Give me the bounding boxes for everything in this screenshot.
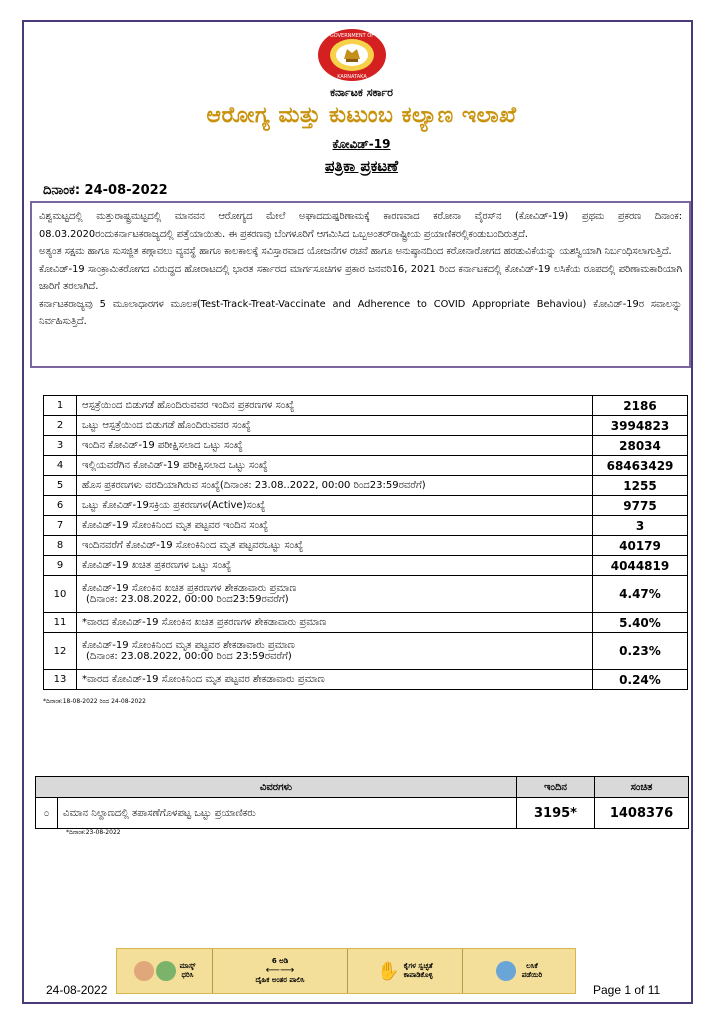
government-name: ಕರ್ನಾಟಕ ಸರ್ಕಾರ — [330, 86, 393, 99]
row-value: 40179 — [593, 536, 688, 556]
row-label-text: ಕೋವಿಡ್-19 ಖಚಿತ ಪ್ರಕರಣಗಳ ಒಟ್ಟು ಸಂಖ್ಯೆ — [82, 560, 232, 571]
header-cumulative: ಸಂಚಿತ — [595, 777, 689, 798]
row-value: 4.47% — [593, 576, 688, 613]
header-details: ವಿವರಗಳು — [36, 777, 517, 798]
row-value: 1255 — [593, 476, 688, 496]
covid-stats-table — [43, 395, 688, 690]
row-label-text: ಕೋವಿಡ್-19 ಸೋಂಕಿನಿಂದ ಮೃತ ಪಟ್ಟವರ ಇಂದಿನ ಸಂಖ್ಯೆ — [82, 520, 269, 531]
row-label — [77, 633, 593, 670]
vaccination-icon — [496, 961, 516, 981]
row-number: 4 — [44, 456, 77, 476]
row-number: 7 — [44, 516, 77, 536]
table-row — [44, 476, 688, 496]
row-label — [77, 396, 593, 416]
covid-title: ಕೋವಿಡ್-19 — [332, 137, 391, 151]
row-label-text: *ವಾರದ ಕೋವಿಡ್-19 ಸೋಂಕಿನ ಖಚಿತ ಪ್ರಕರಣಗಳ ಶೇಕಡಾವಾರು ಪ್ರಮಾಣ — [82, 617, 327, 628]
row-label — [77, 436, 593, 456]
distance-bottom-label: ದೈಹಿಕ ಅಂತರ ಪಾಲಿಸಿ — [255, 976, 305, 984]
mask-label: ಮಾಸ್ಕ್ ಧರಿಸಿ — [179, 962, 196, 979]
row-label-text: ಕೋವಿಡ್-19 ಸೋಂಕಿನಿಂದ ಮೃತ ಪಟ್ಟವರ ಶೇಕಡಾವಾರು ಪ್ರಮಾಣ — [82, 640, 295, 651]
row-today: 3195* — [517, 798, 595, 829]
row-label — [77, 670, 593, 690]
svg-text:GOVERNMENT OF: GOVERNMENT OF — [329, 33, 375, 39]
table-row — [36, 798, 689, 829]
table-row — [44, 516, 688, 536]
intro-paragraph: ಕೋವಿಡ್-19 ಸಾಂಕ್ರಾಮಿಕರೋಗದ ವಿರುದ್ಧದ ಹೋರಾಟದಲ್ಲಿ ಭಾರತ ಸರ್ಕಾರದ ಮಾರ್ಗಸೂಚಿಗಳ ಪ್ರಕಾರ ಜನವರಿ16, 2021 ರಿಂದ ಕರ್ನಾಟಕದಲ್ಲಿ ಕೋವಿಡ್-19 ಲಸಿಕೆಯ ರೂಪದಲ್ಲಿ ಪರಿಣಾಮಕಾರಿಯಾಗಿ ಜಾರಿಗೆ ತರಲಾಗಿದೆ. — [39, 263, 682, 292]
table-row — [44, 496, 688, 516]
distance-arrow-icon: ⟵⟶ — [265, 965, 295, 976]
row-number: 9 — [44, 556, 77, 576]
table-row — [44, 576, 688, 613]
row-value: 68463429 — [593, 456, 688, 476]
vaccine-segment — [462, 949, 575, 993]
vaccine-label: ಲಸಿಕೆ ಪಡೆಯಿರಿ — [521, 962, 543, 979]
row-label-date: (ದಿನಾಂಕ: 23.08.2022, 00:00 ರಿಂದ23:59ರವರೆಗೆ) — [86, 594, 289, 605]
row-value: 9775 — [593, 496, 688, 516]
row-label-text: ಒಟ್ಟು ಆಸ್ಪತ್ರೆಯಿಂದ ಬಿಡುಗಡೆ ಹೊಂದಿರುವವರ ಸಂಖ್ಯೆ — [82, 420, 251, 431]
row-value: 4044819 — [593, 556, 688, 576]
row-label-text: ಆಸ್ಪತ್ರೆಯಿಂದ ಬಿಡುಗಡೆ ಹೊಂದಿರುವವರ ಇಂದಿನ ಪ್ರಕರಣಗಳ ಸಂಖ್ಯೆ — [82, 400, 295, 411]
table-row — [44, 456, 688, 476]
table-row — [44, 633, 688, 670]
intro-paragraph: ಅತ್ಯಂತ ಸಕ್ಷಮ ಹಾಗೂ ಸುಸಜ್ಜಿತ ಕಣ್ಗಾವಲು ವ್ಯವಸ್ಥೆ ಹಾಗೂ ಕಾಲಕಾಲಕ್ಕೆ ಸವಿಸ್ತಾರವಾದ ಯೋಜನೆಗಳ ರಚನೆ ಹಾಗೂ ಅನುಷ್ಠಾನದಿಂದ ಕರೋನಾರೋಗದ ಹರಡುವಿಕೆಯನ್ನು ಯಶಸ್ವಿಯಾಗಿ ನಿರ್ಬಂಧಿಸಲಾಗುತ್ತಿದೆ. — [39, 246, 672, 257]
person-mask-icon — [156, 961, 176, 981]
row-label — [77, 556, 593, 576]
row-value: 5.40% — [593, 613, 688, 633]
table-row — [44, 436, 688, 456]
table-row — [44, 416, 688, 436]
row-value: 2186 — [593, 396, 688, 416]
row-number: 13 — [44, 670, 77, 690]
table-row — [44, 396, 688, 416]
header-today: ಇಂದಿನ — [517, 777, 595, 798]
row-value: 28034 — [593, 436, 688, 456]
distance-segment — [212, 949, 347, 993]
row-value: 3 — [593, 516, 688, 536]
row-label-text: ಇಂದಿನ ಕೋವಿಡ್-19 ಪರೀಕ್ಷಿಸಲಾದ ಒಟ್ಟು ಸಂಖ್ಯೆ — [82, 440, 243, 451]
row-number: 6 — [44, 496, 77, 516]
release-date: ದಿನಾಂಕ: 24-08-2022 — [43, 183, 168, 198]
intro-paragraph: ಕರ್ನಾಟಕರಾಜ್ಯವು 5 ಮೂಲಾಧಾರಗಳ ಮೂಲಕ(Test-Track-Treat-Vaccinate and Adherence to COVID Appropriate Behaviou) ಕೋವಿಡ್-19ರ ಸವಾಲನ್ನು ನಿರ್ವಹಿಸುತ್ತಿದೆ. — [39, 298, 682, 327]
row-label — [77, 456, 593, 476]
row-label-text: ಹೊಸ ಪ್ರಕರಣಗಳು ವರದಿಯಾಗಿರುವ ಸಂಖ್ಯೆ(ದಿನಾಂಕ: 23.08..2022, 00:00 ರಿಂದ23:59ರವರೆಗೆ) — [82, 480, 426, 491]
department-title: ಆರೋಗ್ಯ ಮತ್ತು ಕುಟುಂಬ ಕಲ್ಯಾಣ ಇಲಾಖೆ — [206, 103, 517, 128]
row-value: 0.23% — [593, 633, 688, 670]
row-label: ವಿಮಾನ ನಿಲ್ದಾಣದಲ್ಲಿ ತಪಾಸಣೆಗೊಳಪಟ್ಟ ಒಟ್ಟು ಪ್ರಯಾಣಿಕರು — [58, 798, 517, 829]
table-header-row — [36, 777, 689, 798]
row-index: ೦ — [36, 798, 58, 829]
row-number: 8 — [44, 536, 77, 556]
row-value: 3994823 — [593, 416, 688, 436]
airport-footnote: *ದಿನಾಂಕ:23-08-2022 — [66, 829, 121, 836]
row-label-text: ಇಲ್ಲಿಯವರೆಗಿನ ಕೋವಿಡ್-19 ಪರೀಕ್ಷಿಸಲಾದ ಒಟ್ಟು ಸಂಖ್ಯೆ — [82, 460, 268, 471]
row-label — [77, 476, 593, 496]
row-label — [77, 516, 593, 536]
row-label-date: (ದಿನಾಂಕ: 23.08.2022, 00:00 ರಿಂದ 23:59ರವರೆಗೆ) — [86, 651, 292, 662]
person-mask-icon — [134, 961, 154, 981]
row-number: 2 — [44, 416, 77, 436]
covid-appropriate-behaviour-banner — [116, 948, 576, 994]
row-number: 10 — [44, 576, 77, 613]
row-label-text: ಇಂದಿನವರೆಗೆ ಕೋವಿಡ್-19 ಸೋಂಕಿನಿಂದ ಮೃತ ಪಟ್ಟವರಒಟ್ಟು ಸಂಖ್ಯೆ — [82, 540, 304, 551]
row-cumulative: 1408376 — [595, 798, 689, 829]
hands-segment — [347, 949, 462, 993]
row-label — [77, 496, 593, 516]
row-label-text: ಕೋವಿಡ್-19 ಸೋಂಕಿನ ಖಚಿತ ಪ್ರಕರಣಗಳ ಶೇಕಡಾವಾರು ಪ್ರಮಾಣ — [82, 583, 297, 594]
table-row — [44, 556, 688, 576]
mask-segment — [117, 949, 212, 993]
stats-footnote: *ದಿನಾಂಕ:18-08-2022 ರಿಂದ 24-08-2022 — [43, 698, 146, 705]
row-label — [77, 536, 593, 556]
row-value: 0.24% — [593, 670, 688, 690]
row-label — [77, 613, 593, 633]
table-row — [44, 536, 688, 556]
page-number: Page 1 of 11 — [593, 983, 661, 997]
hand-wash-icon: ✋ — [377, 960, 400, 982]
row-number: 1 — [44, 396, 77, 416]
government-emblem-icon — [317, 28, 387, 82]
table-row — [44, 613, 688, 633]
footer-date: 24-08-2022 — [46, 983, 108, 997]
row-number: 11 — [44, 613, 77, 633]
intro-paragraph: ವಿಶ್ವಮಟ್ಟದಲ್ಲಿ ಮತ್ತುರಾಷ್ಟ್ರಮಟ್ಟದಲ್ಲಿ ಮಾನವನ ಆರೋಗ್ಯದ ಮೇಲೆ ಅಘಾದದುಷ್ಪರಿಣಾಮಕ್ಕೆ ಕಾರಣವಾದ ಕರೋನಾ ವೈರಸ್‌ನ (ಕೋವಿಡ್-19) ಪ್ರಥಮ ಪ್ರಕರಣ ದಿನಾಂಕ: 08.03.2020ರಂದುಕರ್ನಾಟಕರಾಜ್ಯದಲ್ಲಿ ಪತ್ತೆಯಾಯಿತು. ಈ ಪ್ರಕರಣವು ಬೆಂಗಳೂರಿಗೆ ಆಗಮಿಸಿದ ಒಬ್ಬಅಂತರ್‌ರಾಷ್ಟ್ರೀಯ ಪ್ರಯಾಣಿಕರಲ್ಲಿಕಂಡುಬಂದಿರುತ್ತದೆ. — [39, 211, 682, 240]
intro-box — [30, 201, 691, 368]
distance-top-label: 6 ಅಡಿ — [271, 957, 289, 965]
row-number: 3 — [44, 436, 77, 456]
row-label — [77, 416, 593, 436]
row-number: 12 — [44, 633, 77, 670]
row-label-text: *ವಾರದ ಕೋವಿಡ್-19 ಸೋಂಕಿನಿಂದ ಮೃತ ಪಟ್ಟವರ ಶೇಕಡಾವಾರು ಪ್ರಮಾಣ — [82, 674, 325, 685]
press-release-title: ಪತ್ರಿಕಾ ಪ್ರಕಟಣೆ — [324, 157, 399, 175]
svg-text:KARNATAKA: KARNATAKA — [337, 74, 367, 80]
row-label — [77, 576, 593, 613]
row-label-text: ಒಟ್ಟು ಕೋವಿಡ್-19ಸಕ್ರಿಯ ಪ್ರಕರಣಗಳ(Active)ಸಂಖ್ಯೆ — [82, 500, 266, 511]
row-number: 5 — [44, 476, 77, 496]
table-row — [44, 670, 688, 690]
airport-screening-table — [35, 776, 689, 829]
hands-label: ಕೈಗಳ ಸ್ವಚ್ಛತೆ ಕಾಪಾಡಿಕೊಳ್ಳಿ — [403, 962, 433, 979]
